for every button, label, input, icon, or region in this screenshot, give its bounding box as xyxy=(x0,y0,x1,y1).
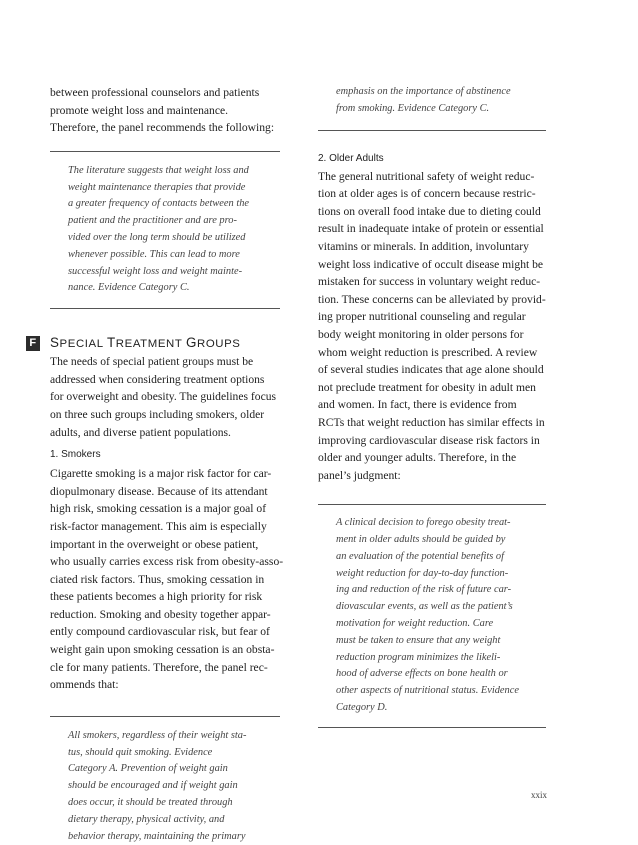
recommendation-line: Category D. xyxy=(336,702,388,714)
recommendation-line: The literature suggests that weight loss and xyxy=(68,164,249,176)
older-adults-paragraph xyxy=(318,168,546,485)
recommendation-line: behavior therapy, maintaining the primary xyxy=(68,830,246,842)
divider-rule xyxy=(318,727,546,728)
intro-paragraph xyxy=(50,84,280,137)
text-line: weight loss indicative of occult disease might be xyxy=(318,257,544,271)
recommendation-line: weight reduction for day-to-day function- xyxy=(336,567,509,579)
recommendation-box xyxy=(68,163,280,297)
recommendation-box-continued xyxy=(336,84,546,118)
section-heading-text: SPECIAL TREATMENT GROUPS xyxy=(50,335,241,351)
recommendation-line: Category A. Prevention of weight gain xyxy=(68,763,228,775)
text-line: diopulmonary disease. Because of its attendant xyxy=(50,484,268,498)
subsection-heading-smokers: 1. Smokers xyxy=(50,449,101,461)
text-line: these patients becomes a high priority for risk xyxy=(50,590,263,604)
divider-rule xyxy=(50,716,280,717)
divider-rule xyxy=(50,308,280,309)
recommendation-line: whenever possible. This can lead to more xyxy=(68,248,240,260)
text-line: Cigarette smoking is a major risk factor for car- xyxy=(50,467,272,481)
recommendation-line: tus, should quit smoking. Evidence xyxy=(68,746,213,758)
text-line: improving cardiovascular disease risk factors in xyxy=(318,433,540,447)
text-line: The needs of special patient groups must be xyxy=(50,355,254,369)
text-line: panel’s judgment: xyxy=(318,468,401,482)
recommendation-line: should be encouraged and if weight gain xyxy=(68,780,238,792)
text-line: on three such groups including smokers, older xyxy=(50,407,265,421)
recommendation-line: successful weight loss and weight mainte- xyxy=(68,265,243,277)
section-badge: F xyxy=(26,336,40,351)
recommendation-line: emphasis on the importance of abstinence xyxy=(336,86,511,97)
recommendation-line: does occur, it should be treated through xyxy=(68,797,233,809)
recommendation-line: All smokers, regardless of their weight sta- xyxy=(68,729,247,741)
text-line: adults, and diverse patient populations. xyxy=(50,425,231,439)
text-line: of several studies indicates that age alone should xyxy=(318,363,544,377)
smokers-paragraph xyxy=(50,465,284,694)
text-line: risk-factor management. This aim is especially xyxy=(50,519,267,533)
text-line: important in the overweight or obese patient, xyxy=(50,537,259,551)
section-intro-paragraph xyxy=(50,353,280,441)
text-line: who usually carries excess risk from obesity-asso- xyxy=(50,555,284,569)
recommendation-line: nance. Evidence Category C. xyxy=(68,282,190,294)
recommendation-line: vided over the long term should be utilized xyxy=(68,231,246,243)
divider-rule xyxy=(318,130,546,131)
text-line: for overweight and obesity. The guidelines focus xyxy=(50,390,277,404)
text-line: between professional counselors and patients xyxy=(50,86,260,99)
text-line: weight gain upon smoking cessation is an obsta- xyxy=(50,643,275,657)
text-line: mistaken for success in voluntary weight reduc- xyxy=(318,275,541,289)
text-line: older and younger adults. Therefore, in the xyxy=(318,451,517,465)
recommendation-line: ing and reduction of the risk of future car- xyxy=(336,584,512,596)
text-line: tions on overall food intake due to dieting could xyxy=(318,204,541,218)
text-line: addressed when considering treatment options xyxy=(50,372,265,386)
recommendation-line: patient and the practitioner and are pro- xyxy=(68,215,237,227)
recommendation-line: other aspects of nutritional status. Evidence xyxy=(336,685,519,697)
recommendation-box xyxy=(336,515,546,717)
recommendation-line: weight maintenance therapies that provide xyxy=(68,181,246,193)
text-line: result in inadequate intake of protein or essential xyxy=(318,222,544,236)
recommendation-line: diovascular events, as well as the patient’s xyxy=(336,601,513,613)
text-line: ommends that: xyxy=(50,678,119,692)
recommendation-line: ment in older adults should be guided by xyxy=(336,534,506,546)
text-line: not preclude treatment for obesity in adult men xyxy=(318,380,536,394)
recommendation-line: reduction program minimizes the likeli- xyxy=(336,651,501,663)
text-line: vitamins or minerals. In addition, involuntary xyxy=(318,239,529,253)
text-line: and women. In fact, there is evidence from xyxy=(318,398,517,412)
recommendation-line: motivation for weight reduction. Care xyxy=(336,618,494,630)
recommendation-box xyxy=(68,728,280,845)
text-line: RCTs that weight reduction has similar effects in xyxy=(318,415,545,429)
text-line: ing proper nutritional counseling and regular xyxy=(318,310,526,324)
text-line: Therefore, the panel recommends the following: xyxy=(50,121,275,135)
text-line: ciated risk factors. Thus, smoking cessation in xyxy=(50,572,265,586)
text-line: high risk, smoking cessation is a major goal of xyxy=(50,502,267,516)
recommendation-line: a greater frequency of contacts between the xyxy=(68,198,250,210)
text-line: whom weight reduction is prescribed. A review xyxy=(318,345,538,359)
text-line: ently compound cardiovascular risk, but fear of xyxy=(50,625,270,639)
recommendation-line: from smoking. Evidence Category C. xyxy=(336,102,490,114)
recommendation-line: A clinical decision to forego obesity treat- xyxy=(336,517,511,529)
recommendation-line: must be taken to ensure that any weight xyxy=(336,634,501,646)
page-number: xxix xyxy=(531,790,548,800)
divider-rule xyxy=(50,151,280,152)
right-column xyxy=(318,84,546,728)
text-line: promote weight loss and maintenance. xyxy=(50,103,229,117)
text-line: reduction. Smoking and obesity together appar- xyxy=(50,607,271,621)
text-line: cle for many patients. Therefore, the panel rec- xyxy=(50,660,268,674)
text-line: The general nutritional safety of weight reduc- xyxy=(318,169,535,183)
recommendation-line: dietary therapy, physical activity, and xyxy=(68,813,225,825)
text-line: tion. These concerns can be alleviated by provid- xyxy=(318,292,546,306)
text-line: tion at older ages is of concern because restric- xyxy=(318,187,536,201)
recommendation-line: hood of adverse effects on bone health or xyxy=(336,668,508,680)
left-column xyxy=(29,84,284,845)
text-line: body weight monitoring in older persons for xyxy=(318,327,524,341)
section-heading xyxy=(29,334,280,352)
subsection-heading-older-adults: 2. Older Adults xyxy=(318,152,384,164)
divider-rule xyxy=(318,504,546,505)
recommendation-line: an evaluation of the potential benefits of xyxy=(336,550,504,562)
